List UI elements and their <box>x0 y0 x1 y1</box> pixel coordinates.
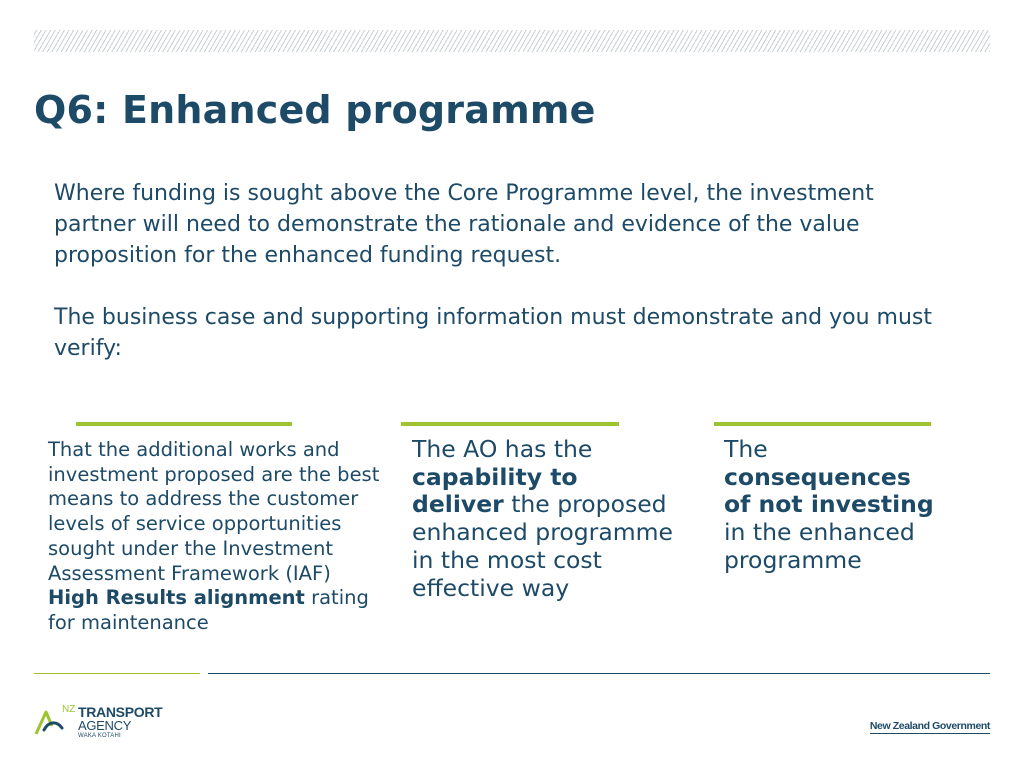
agency-emblem-icon <box>34 706 64 738</box>
logo-nz: NZ <box>62 704 76 715</box>
column-3-text-bold: consequences of not investing <box>724 462 934 519</box>
column-2-text-bold: capability to deliver <box>412 462 578 519</box>
nz-government-logo: New Zealand Government <box>869 720 990 732</box>
logo-waka-kotahi: WAKA KOTAHI <box>78 733 121 739</box>
column-2-text-post: the proposed enhanced programme in the most cost effective way <box>412 490 673 602</box>
intro-paragraph-2: The business case and supporting information must demonstrate and you must verify: <box>54 305 933 361</box>
column-1-text-post: rating for maintenance <box>48 586 369 634</box>
column-1-text-pre: That the additional works and investment proposed are the best means to address the customer levels of service opportunities sought under the Investment Assessment Framework (IAF) <box>48 438 380 585</box>
column-1-text <box>48 438 380 636</box>
column-1-text-bold: High Results alignment <box>48 586 305 610</box>
logo-agency: AGENCY <box>78 718 132 733</box>
intro-paragraph-1: Where funding is sought above the Core Programme level, the investment partner will need to demonstrate the rationale and evidence of the value proposition for the enhanced funding request. <box>54 181 874 268</box>
intro-text <box>54 178 954 364</box>
footer-rule-navy <box>208 673 990 674</box>
page-title: Q6: Enhanced programme <box>34 88 596 132</box>
column-2-text-pre: The AO has the <box>412 435 593 463</box>
footer-rule-green <box>34 673 200 674</box>
column-1-accent-rule <box>76 422 292 426</box>
column-3-text-pre: The <box>724 435 768 463</box>
column-3-text-post: in the enhanced programme <box>724 518 915 574</box>
decorative-hatch-band <box>34 30 990 52</box>
column-2-accent-rule <box>401 422 619 426</box>
column-3-text <box>724 436 934 575</box>
column-2-text <box>412 436 674 602</box>
logo-transport: TRANSPORT <box>78 704 163 720</box>
nz-transport-agency-logo <box>34 704 184 744</box>
column-3-accent-rule <box>714 422 931 426</box>
